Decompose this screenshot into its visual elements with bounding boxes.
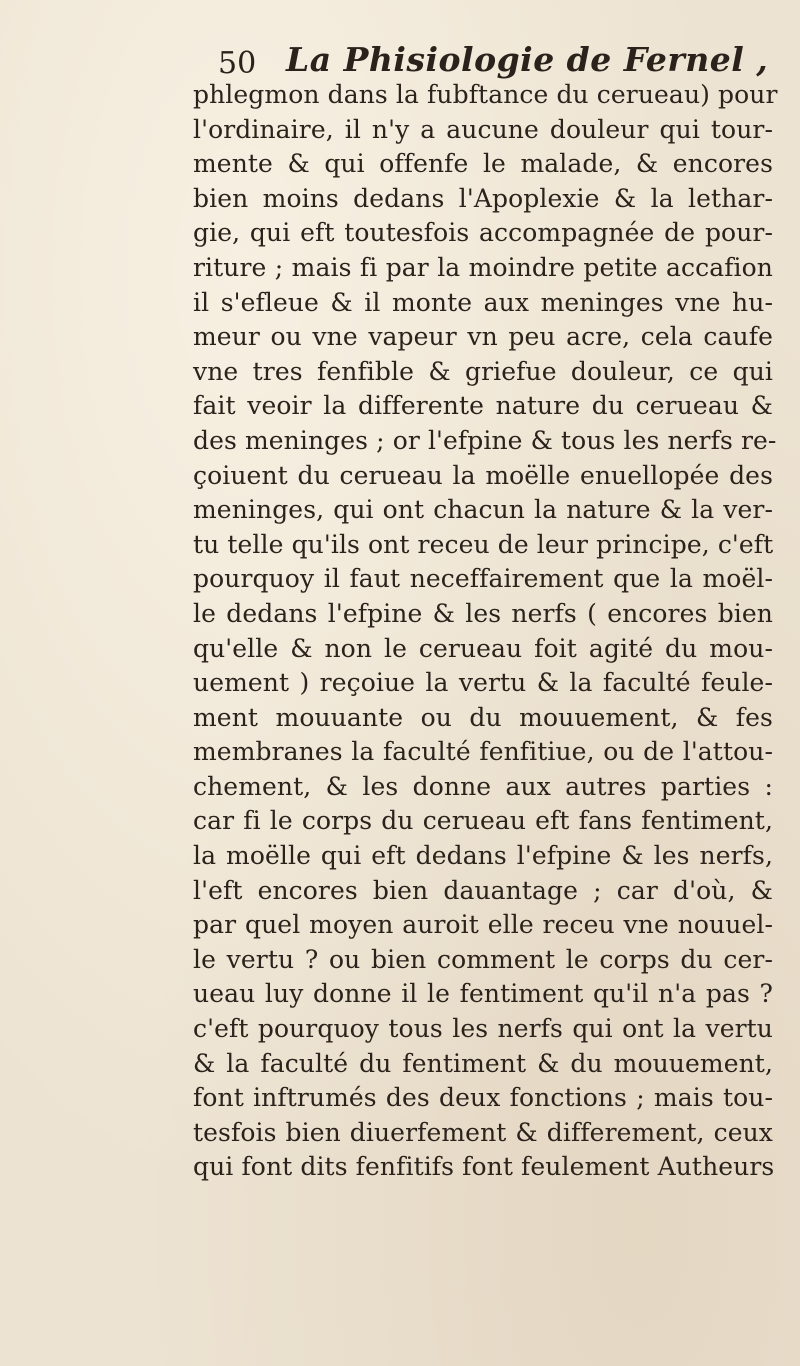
text-line: bien moins dedans l'Apoplexie & la lethar- [193, 183, 773, 213]
text-line: le dedans l'efpine & les nerfs ( encores bien [193, 598, 773, 628]
text-line: chement, & les donne aux autres parties : [193, 771, 773, 801]
text-line: fait veoir la differente nature du cerueau & [193, 391, 773, 421]
text-line: tesfois bien diuerfement & differement, ceux [193, 1117, 773, 1147]
text-line: meninges, qui ont chacun la nature & la ver- [193, 495, 773, 525]
text-line: vne tres fenfible & griefue douleur, ce qui [193, 356, 773, 386]
text-line: car fi le corps du cerueau eft fans fentiment, [193, 806, 773, 836]
running-title: La Phisiologie de Fernel , [286, 40, 769, 79]
text-line: uement ) reçoiue la vertu & la faculté feule- [193, 668, 773, 698]
text-line: c'eft pourquoy tous les nerfs qui ont la vertu [193, 1014, 773, 1044]
text-line: par quel moyen auroit elle receu vne nouuel- [193, 910, 773, 940]
text-line: il s'efleue & il monte aux meninges vne hu- [193, 287, 773, 317]
text-line: font inftrumés des deux fonctions ; mais tou- [193, 1083, 773, 1113]
text-line: çoiuent du cerueau la moëlle enuellopée des [193, 460, 773, 490]
text-line: pourquoy il faut neceffairement que la moël- [193, 564, 773, 594]
text-line: qu'elle & non le cerueau foit agité du mou- [193, 633, 773, 663]
text-line: ueau luy donne il le fentiment qu'il n'a pas ? [193, 979, 773, 1009]
text-line: mente & qui offenfe le malade, & encores [193, 149, 773, 179]
page-number: 50 [218, 46, 257, 81]
text-line: phlegmon dans la fubftance du cerueau) pour [193, 80, 778, 109]
text-line: gie, qui eft toutesfois accompagnée de pour- [193, 218, 773, 248]
text-line: l'ordinaire, il n'y a aucune douleur qui tour- [193, 114, 773, 144]
text-line: membranes la faculté fenfitiue, ou de l'attou- [193, 737, 773, 767]
text-line: riture ; mais fi par la moindre petite accafion [193, 252, 773, 282]
text-line: & la faculté du fentiment & du mouuement, [193, 1048, 773, 1078]
text-line: ment mouuante ou du mouuement, & fes [193, 702, 773, 732]
text-line: qui font dits fenfitifs font feulement Autheurs [193, 1152, 775, 1182]
text-line: la moëlle qui eft dedans l'efpine & les nerfs, [193, 841, 773, 871]
text-line: des meninges ; or l'efpine & tous les nerfs re- [193, 425, 777, 455]
text-line: le vertu ? ou bien comment le corps du cer- [193, 944, 773, 974]
text-line: l'eft encores bien dauantage ; car d'où, & [193, 875, 773, 905]
body-text [193, 78, 778, 1185]
text-line: meur ou vne vapeur vn peu acre, cela caufe [193, 322, 773, 352]
text-line: tu telle qu'ils ont receu de leur principe, c'eft [193, 529, 774, 559]
